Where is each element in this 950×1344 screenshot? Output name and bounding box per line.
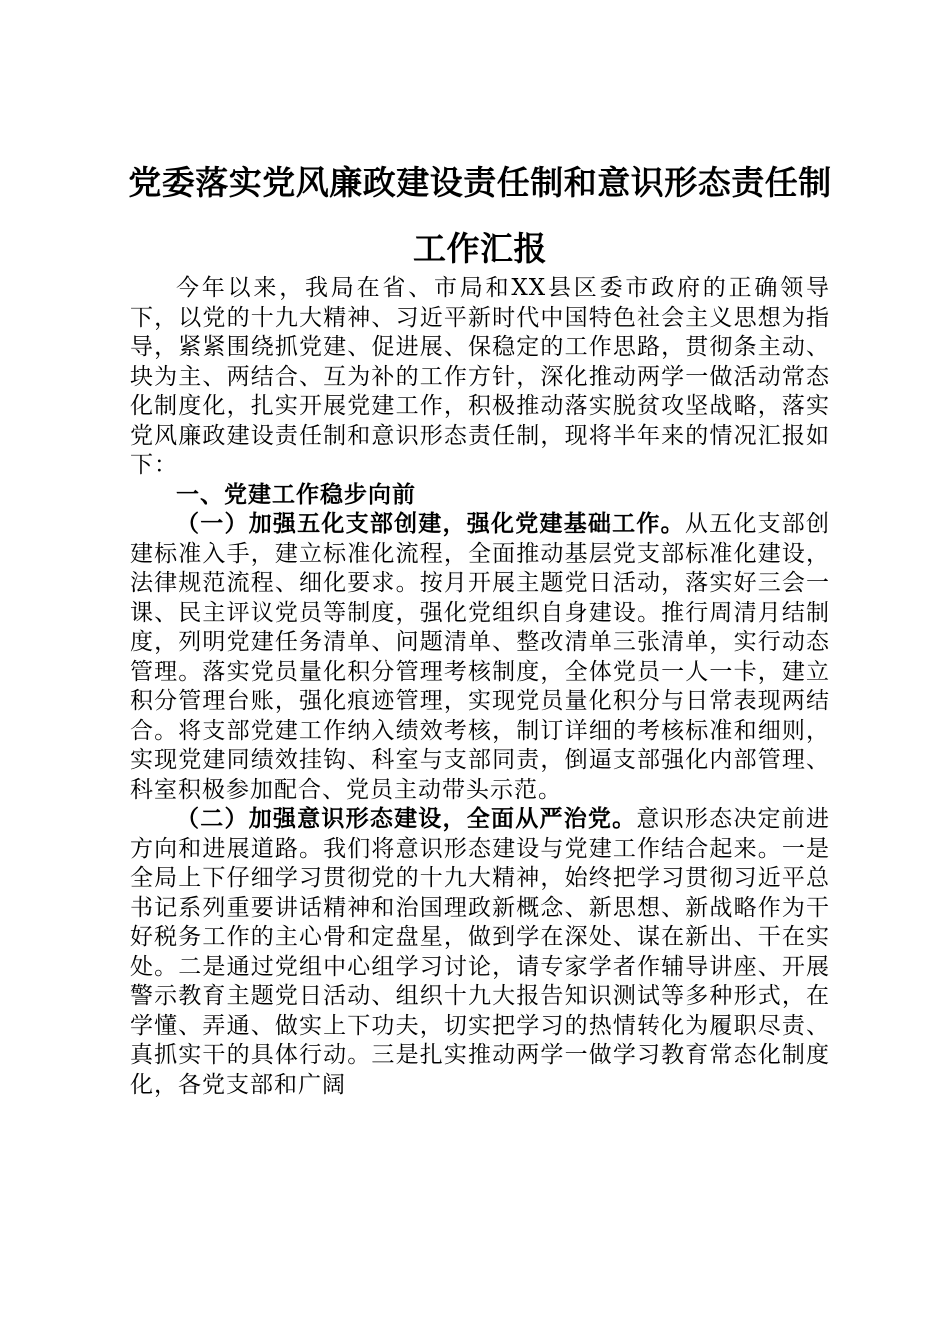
- document-page: [130, 150, 830, 1100]
- subsection-one-heading: （一）加强五化支部创建，强化党建基础工作。: [176, 511, 685, 537]
- subsection-two-heading: （二）加强意识形态建设，全面从严治党。: [176, 806, 637, 832]
- section-heading: 一、党建工作稳步向前: [176, 481, 416, 508]
- subsection-two-body: 意识形态决定前进方向和进展道路。我们将意识形态建设与党建工作结合起来。一是全局上下仔细学习贯彻党的十九大精神，始终把学习贯彻习近平总书记系列重要讲话精神和治国理政新概念、新思想、新战略作为干好税务工作的主心骨和定盘星，做到学在深处、谋在新出、干在实处。二是通过党组中心组学习讨论，请专家学者作辅导讲座、开展警示教育主题党日活动、组织十九大报告知识测试等多种形式，在学懂、弄通、做实上下功夫，切实把学习的热情转化为履职尽责、真抓实干的具体行动。三是扎实推动两学一做学习教育常态化制度化，各党支部和广阔: [130, 806, 831, 1098]
- intro-paragraph: 今年以来，我局在省、市局和XX县区委市政府的正确领导下，以党的十九大精神、习近平新时代中国特色社会主义思想为指导，紧紧围绕抓党建、促进展、保稳定的工作思路，贯彻条主动、块为主、两结合、互为补的工作方针，深化推动两学一做活动常态化制度化，扎实开展党建工作，积极推动落实脱贫攻坚战略，落实党风廉政建设责任制和意识形态责任制，现将半年来的情况汇报如下：: [130, 275, 830, 478]
- subsection-one-body: 从五化支部创建标准入手，建立标准化流程，全面推动基层党支部标准化建设，法律规范流程、细化要求。按月开展主题党日活动，落实好三会一课、民主评议党员等制度，强化党组织自身建设。推行周清月结制度，列明党建任务清单、问题清单、整改清单三张清单，实行动态管理。落实党员量化积分管理考核制度，全体党员一人一卡，建立积分管理台账，强化痕迹管理，实现党员量化积分与日常表现两结合。将支部党建工作纳入绩效考核，制订详细的考核标准和细则，实现党建同绩效挂钩、科室与支部同责，倒逼支部强化内部管理、科室积极参加配合、党员主动带头示范。: [130, 511, 831, 803]
- document-title: 党委落实党风廉政建设责任制和意识形态责任制工作汇报: [128, 163, 832, 268]
- subsection-two-paragraph: [130, 805, 830, 1100]
- document-body: [130, 274, 830, 1100]
- subsection-one-paragraph: [130, 510, 830, 805]
